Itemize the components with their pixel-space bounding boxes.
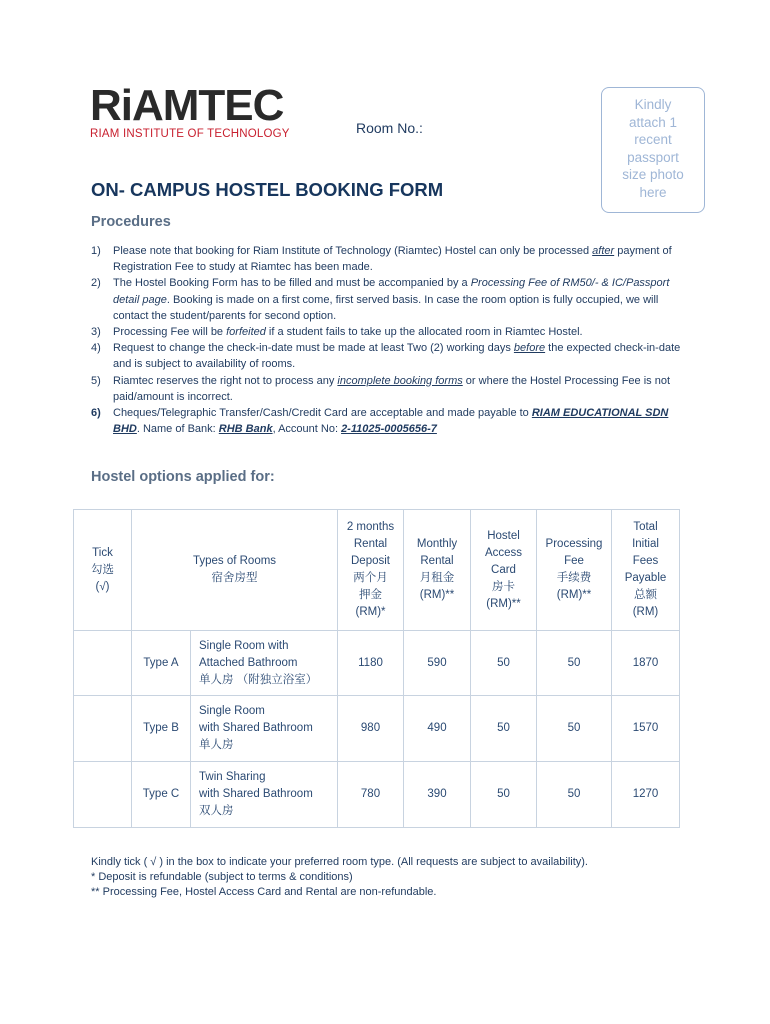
text-segment: Request to change the check-in-date must be made at least Two (2) working days bbox=[113, 342, 514, 355]
room-type: Type C bbox=[132, 762, 191, 828]
procedure-text bbox=[113, 243, 691, 275]
header-line: Processing bbox=[545, 538, 603, 550]
header-line: Payable bbox=[624, 572, 667, 584]
total-value: 1570 bbox=[612, 696, 680, 762]
account-number: 2-11025-0005656-7 bbox=[341, 423, 437, 436]
access-value: 50 bbox=[471, 762, 537, 828]
text-segment: The Hostel Booking Form has to be filled and must be accompanied by a bbox=[113, 277, 471, 290]
processing-value: 50 bbox=[537, 762, 612, 828]
footnotes bbox=[91, 855, 588, 900]
photo-box-line: recent bbox=[634, 132, 672, 147]
header-line: (RM)** bbox=[419, 589, 455, 601]
desc-line: with Shared Bathroom bbox=[199, 788, 313, 800]
procedure-text bbox=[113, 324, 691, 340]
bank-name: RHB Bank bbox=[218, 423, 273, 436]
room-description bbox=[191, 762, 338, 828]
table-row bbox=[74, 631, 680, 696]
tick-box[interactable] bbox=[74, 696, 132, 762]
tick-box[interactable] bbox=[74, 762, 132, 828]
header-line: 宿舍房型 bbox=[211, 572, 258, 584]
processing-value: 50 bbox=[537, 631, 612, 696]
header-line: Monthly bbox=[416, 538, 458, 550]
access-value: 50 bbox=[471, 696, 537, 762]
text-segment: or where the Hostel Processing Fee is not paid/amount is incorrect. bbox=[113, 374, 670, 403]
procedure-item bbox=[91, 243, 691, 275]
header-line: (RM)** bbox=[486, 597, 521, 610]
procedure-item bbox=[91, 275, 691, 324]
header-line: 手续费 bbox=[556, 572, 592, 584]
text-segment: , Account No: bbox=[272, 423, 342, 436]
header-processing bbox=[537, 510, 612, 631]
hostel-options-table bbox=[73, 509, 680, 828]
header-monthly bbox=[404, 510, 471, 631]
processing-value: 50 bbox=[537, 696, 612, 762]
header-line: Fees bbox=[632, 555, 659, 567]
table-header-row bbox=[74, 510, 680, 631]
photo-box-line: attach 1 bbox=[628, 114, 678, 130]
header-line: Rental bbox=[420, 555, 454, 567]
procedure-text bbox=[113, 275, 691, 324]
header-line: (RM)* bbox=[355, 606, 386, 618]
text-segment: the expected check-in-date and is subject to availability of rooms. bbox=[113, 342, 681, 371]
header-line: Types of Rooms bbox=[192, 555, 277, 567]
header-line: Card bbox=[491, 563, 516, 576]
text-segment: payment of Registration Fee to study at Riamtec has been made. bbox=[113, 245, 672, 274]
procedure-item bbox=[91, 405, 691, 437]
header-line: Deposit bbox=[351, 555, 390, 567]
desc-line: 单人房 （附独立浴室） bbox=[199, 673, 318, 686]
procedure-text bbox=[113, 405, 691, 437]
text-segment: Riamtec reserves the right not to process any bbox=[113, 374, 338, 387]
header-line: Fee bbox=[564, 555, 584, 567]
desc-line: Attached Bathroom bbox=[199, 656, 298, 669]
photo-box-line: passport bbox=[627, 149, 679, 165]
text-segment: . Booking is made on a first come, first served basis. In case the room option is fully occupied, we will contact the student/parents for second option. bbox=[113, 293, 659, 322]
text-emphasis: Processing Fee of RM50/- & IC/Passport detail page bbox=[113, 277, 670, 306]
header-deposit bbox=[338, 510, 404, 631]
header-line: 月租金 bbox=[419, 572, 455, 584]
procedure-text bbox=[113, 340, 691, 372]
room-type: Type B bbox=[132, 696, 191, 762]
header-line: 两个月 bbox=[353, 572, 388, 584]
procedure-item bbox=[91, 340, 691, 372]
header-line: Initial bbox=[632, 538, 659, 550]
note-line: ** Processing Fee, Hostel Access Card and Rental are non-refundable. bbox=[91, 886, 437, 898]
procedure-text bbox=[113, 373, 691, 405]
total-value: 1270 bbox=[612, 762, 680, 828]
photo-box-line: here bbox=[639, 184, 667, 200]
access-value: 50 bbox=[471, 631, 537, 696]
deposit-value: 780 bbox=[338, 762, 404, 828]
procedure-number: 6) bbox=[91, 407, 101, 420]
text-emphasis: incomplete booking forms bbox=[337, 374, 463, 387]
header-line: (√) bbox=[95, 580, 110, 593]
procedure-number: 2) bbox=[91, 277, 101, 290]
procedure-number: 3) bbox=[91, 326, 101, 339]
procedures-list bbox=[91, 243, 691, 437]
room-description bbox=[191, 631, 338, 696]
text-segment: Processing Fee will be bbox=[113, 326, 227, 339]
desc-line: Single Room with bbox=[199, 639, 289, 652]
text-emphasis: before bbox=[513, 342, 546, 355]
procedure-number: 5) bbox=[91, 374, 101, 387]
header-tick bbox=[74, 510, 132, 631]
header-line: Access bbox=[484, 546, 523, 559]
header-line: (RM)** bbox=[556, 589, 592, 601]
desc-line: 双人房 bbox=[199, 805, 234, 817]
passport-photo-box[interactable] bbox=[601, 87, 705, 213]
desc-line: Twin Sharing bbox=[199, 771, 266, 783]
monthly-value: 490 bbox=[404, 696, 471, 762]
header-line: Rental bbox=[353, 538, 388, 550]
payee-name: RIAM EDUCATIONAL SDN BHD bbox=[113, 407, 669, 436]
total-value: 1870 bbox=[612, 631, 680, 696]
header-line: 总额 bbox=[634, 589, 657, 601]
note-line: * Deposit is refundable (subject to terms & conditions) bbox=[91, 871, 353, 883]
header-total bbox=[612, 510, 680, 631]
deposit-value: 980 bbox=[338, 696, 404, 762]
procedures-heading: Procedures bbox=[91, 214, 171, 230]
table-row bbox=[74, 762, 680, 828]
text-emphasis: forfeited bbox=[226, 326, 266, 339]
text-segment: Cheques/Telegraphic Transfer/Cash/Credit Card are acceptable and made payable to bbox=[113, 407, 532, 420]
deposit-value: 1180 bbox=[338, 631, 404, 696]
header-line: 房卡 bbox=[492, 580, 515, 593]
tick-box[interactable] bbox=[74, 631, 132, 696]
header-line: Tick bbox=[92, 546, 113, 559]
header-types bbox=[132, 510, 338, 631]
riamtec-logo: RiAMTEC bbox=[90, 81, 284, 130]
room-description bbox=[191, 696, 338, 762]
note-line: Kindly tick ( √ ) in the box to indicate your preferred room type. (All requests are subject to availability). bbox=[91, 856, 588, 868]
form-title: ON- CAMPUS HOSTEL BOOKING FORM bbox=[91, 179, 444, 200]
text-emphasis: after bbox=[592, 245, 615, 257]
table-row bbox=[74, 696, 680, 762]
procedure-item bbox=[91, 324, 691, 340]
monthly-value: 390 bbox=[404, 762, 471, 828]
monthly-value: 590 bbox=[404, 631, 471, 696]
photo-box-line: size photo bbox=[622, 167, 684, 182]
photo-box-line: Kindly bbox=[634, 97, 672, 112]
procedure-item bbox=[91, 373, 691, 405]
room-no-label: Room No.: bbox=[356, 120, 423, 136]
text-segment: Please note that booking for Riam Institute of Technology (Riamtec) Hostel can only be processed bbox=[113, 245, 593, 257]
header-line: 押金 bbox=[359, 589, 382, 601]
desc-line: Single Room bbox=[199, 705, 265, 717]
header-line: (RM) bbox=[632, 606, 659, 618]
header-line: 勾选 bbox=[91, 563, 114, 576]
text-segment: . Name of Bank: bbox=[136, 423, 219, 436]
header-line: Hostel bbox=[487, 529, 520, 542]
header-line: Total bbox=[633, 521, 658, 533]
procedure-number: 4) bbox=[91, 342, 101, 355]
procedure-number: 1) bbox=[91, 245, 101, 257]
hostel-options-heading: Hostel options applied for: bbox=[91, 469, 275, 485]
header-line: 2 months bbox=[346, 521, 395, 533]
desc-line: with Shared Bathroom bbox=[199, 722, 313, 734]
logo-subtitle: RIAM INSTITUTE OF TECHNOLOGY bbox=[90, 128, 290, 140]
text-segment: if a student fails to take up the allocated room in Riamtec Hostel. bbox=[265, 326, 583, 339]
desc-line: 单人房 bbox=[199, 739, 234, 751]
room-type: Type A bbox=[132, 631, 191, 696]
header-access-card bbox=[471, 510, 537, 631]
